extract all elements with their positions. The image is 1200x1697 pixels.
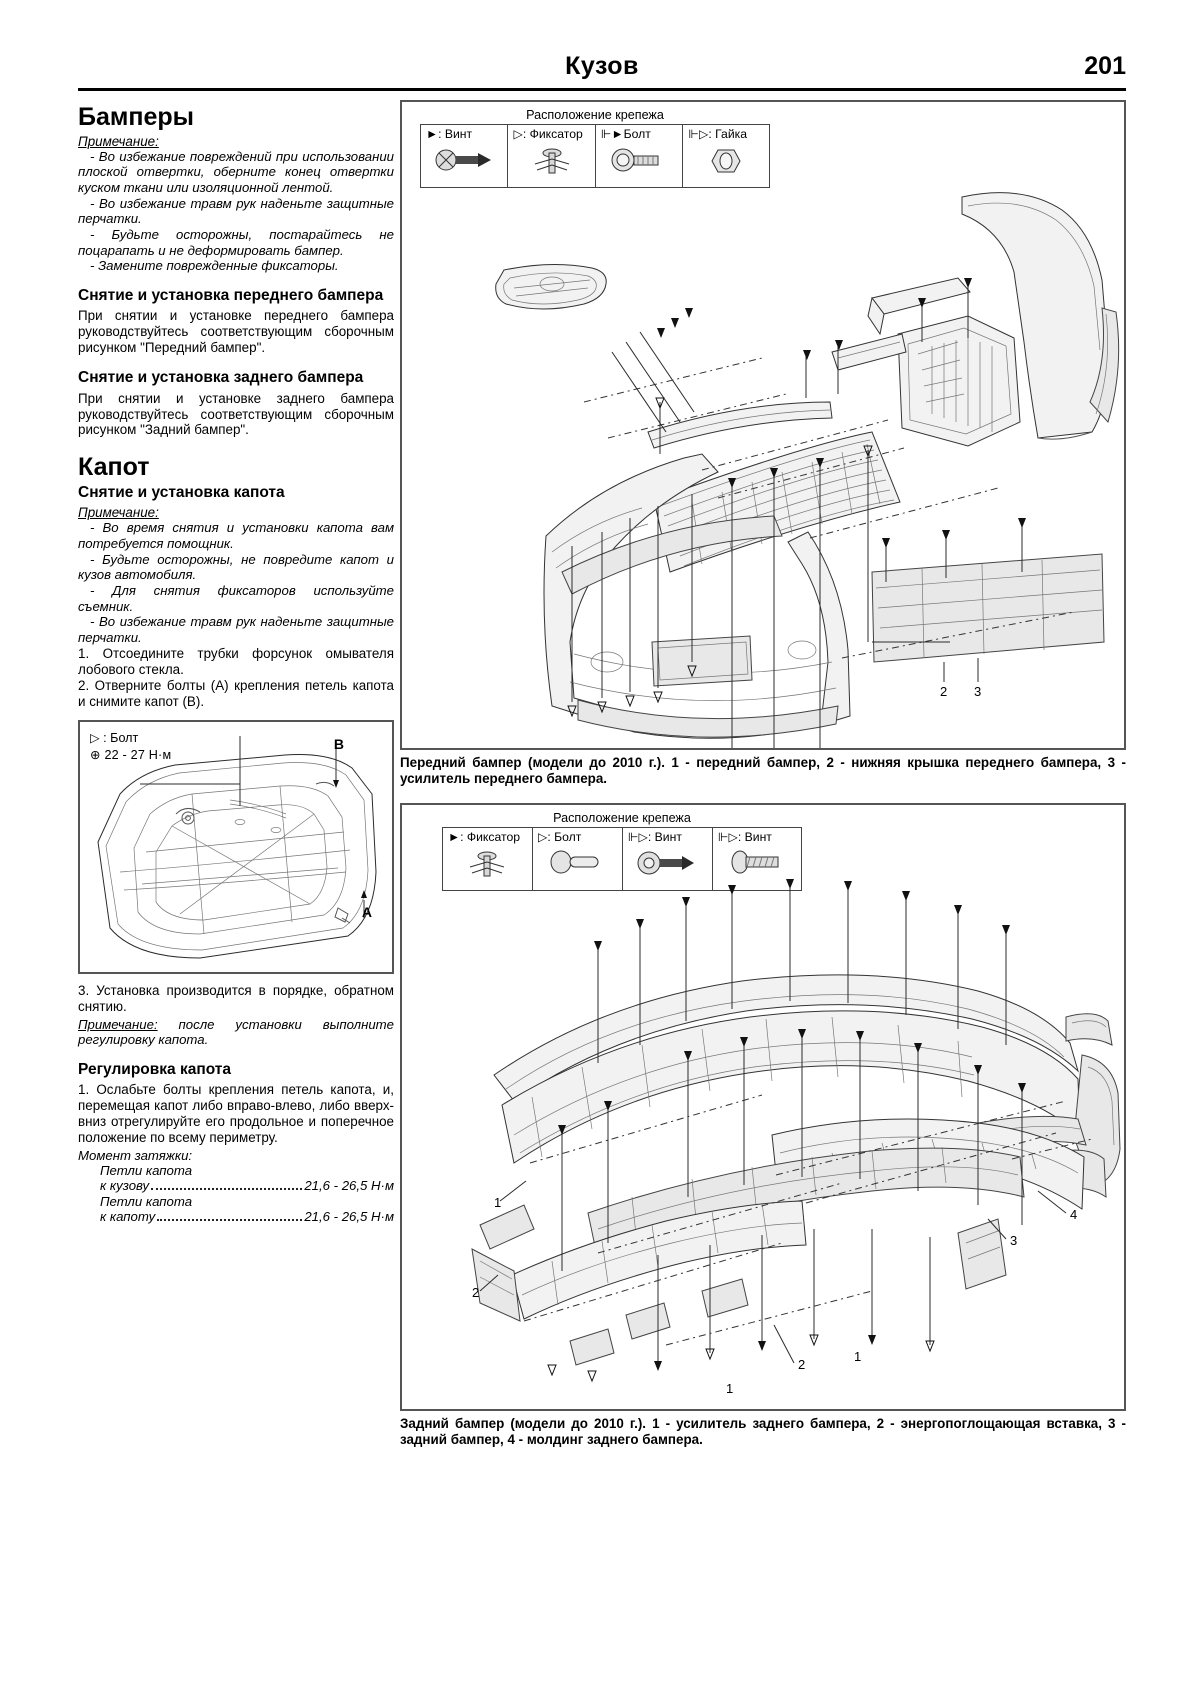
- hood-step3-note-text: после установки выполните регулировку капота.: [78, 1016, 394, 1048]
- svg-text:4: 4: [1070, 1207, 1078, 1223]
- hood-step-2: 2. Отверните болты (A) крепления петель капота и снимите капот (B).: [78, 677, 394, 709]
- bumper-note: - Будьте осторожны, постарайтесь не поцарапать и не деформировать бампер.: [78, 227, 394, 258]
- torque-part: Петли капота: [100, 1194, 193, 1210]
- right-column: [400, 100, 1126, 1448]
- hood-label-a: A: [361, 903, 372, 920]
- header-rule: [78, 88, 1126, 91]
- legend-cell-label: ⊩▷: Винт: [627, 830, 682, 845]
- bumper-note: - Во избежание повреждений при использовании плоской отвертки, оберните конец отвертки куском ткани или изоляционной лентой.: [78, 149, 394, 196]
- svg-text:1: 1: [726, 1381, 734, 1397]
- svg-text:2: 2: [798, 1357, 806, 1373]
- front-bumper-caption: Передний бампер (модели до 2010 г.). 1 - передний бампер, 2 - нижняя крышка переднего бампера, 3 - усилитель переднего бампера.: [400, 755, 1126, 787]
- note-label-hood: Примечание:: [78, 505, 159, 521]
- torque-row-value: 21,6 - 26,5 Н·м: [304, 1209, 394, 1225]
- rear-bumper-caption: Задний бампер (модели до 2010 г.). 1 - усилитель заднего бампера, 2 - энергопоглощающая вставка, 3 - задний бампер, 4 - молдинг заднего бампера.: [400, 1416, 1126, 1448]
- svg-text:3: 3: [974, 684, 982, 699]
- hood-label-b: B: [333, 735, 344, 752]
- front-bumper-drawing: [402, 102, 1124, 748]
- hood-step3-note: [78, 1017, 394, 1048]
- svg-text:1: 1: [854, 1349, 862, 1365]
- front-bumper-figure: [400, 100, 1126, 750]
- front-legend-title: Расположение крепежа: [526, 108, 664, 122]
- hood-notes-list: [78, 520, 394, 646]
- rear-legend-title: Расположение крепежа: [553, 811, 691, 826]
- svg-text:2: 2: [940, 684, 948, 699]
- hood-adjust-step-1: 1. Ослабьте болты крепления петель капота, и, перемещая капот либо вправо-влево, либо вверх-вниз отрегулируйте его продольное и поперечное положение по всему периметру.: [78, 1082, 394, 1146]
- legend-cell-label: ▷: Болт: [537, 830, 582, 845]
- torque-row-value: 21,6 - 26,5 Н·м: [304, 1178, 394, 1194]
- note-label-bumpers: Примечание:: [78, 133, 159, 149]
- legend-cell-label: ►: Фиксатор: [448, 830, 520, 845]
- rear-bumper-drawing: [402, 805, 1124, 1409]
- hood-step3-note-label: Примечание:: [78, 1016, 158, 1032]
- bumper-notes-list: [78, 149, 394, 275]
- legend-cell-label: ⊩▷: Гайка: [688, 127, 748, 141]
- heading-hood-adjustment: Регулировка капота: [78, 1060, 232, 1078]
- svg-text:1: 1: [494, 1195, 502, 1211]
- torque-row-to: к кузову: [100, 1178, 150, 1194]
- hood-note: - Во избежание травм рук наденьте защитные перчатки.: [78, 614, 394, 645]
- text-front-bumper-removal: При снятии и установке переднего бампера руководствуйтесь соответствующим сборочным рисунком "Передний бампер".: [78, 308, 394, 356]
- bumper-note: - Замените поврежденные фиксаторы.: [78, 258, 394, 274]
- legend-cell-label: ▷: Фиксатор: [513, 127, 583, 141]
- page-number: 201: [1084, 52, 1126, 80]
- torque-part: Петли капота: [100, 1163, 193, 1179]
- text-rear-bumper-removal: При снятии и установке заднего бампера руководствуйтесь соответствующим сборочным рисунком "Задний бампер".: [78, 390, 394, 438]
- heading-front-bumper-removal: Снятие и установка переднего бампера: [78, 287, 384, 305]
- left-column: [78, 100, 394, 1225]
- hood-legend-bolt: ▷ : Болт: [90, 730, 139, 745]
- rear-bumper-figure: [400, 803, 1126, 1411]
- heading-hood: Капот: [78, 453, 150, 482]
- svg-text:3: 3: [1010, 1233, 1018, 1249]
- page-title: Кузов: [565, 52, 639, 80]
- svg-text:2: 2: [472, 1285, 480, 1301]
- hood-drawing: [80, 722, 392, 972]
- legend-cell-label: ⊩►Болт: [600, 127, 651, 141]
- heading-bumpers: Бамперы: [78, 103, 194, 131]
- heading-rear-bumper-removal: Снятие и установка заднего бампера: [78, 369, 364, 387]
- heading-hood-removal: Снятие и установка капота: [78, 483, 285, 501]
- torque-spec-list: [78, 1148, 394, 1225]
- hood-note: - Для снятия фиксаторов используйте съемник.: [78, 583, 394, 614]
- hood-step-1: 1. Отсоедините трубки форсунок омывателя лобового стекла.: [78, 645, 394, 677]
- legend-cell-label: ⊩▷: Винт: [717, 830, 772, 845]
- hood-legend-torque: ⊕ 22 - 27 Н·м: [90, 747, 172, 762]
- torque-leader-dots: [151, 1188, 302, 1190]
- hood-note: - Во время снятия и установки капота вам потребуется помощник.: [78, 520, 394, 551]
- torque-leader-dots: [157, 1219, 302, 1221]
- figure-gap: [400, 787, 1126, 803]
- torque-row-to: к капоту: [100, 1209, 156, 1225]
- torque-row: [78, 1178, 394, 1194]
- bumper-note: - Во избежание травм рук наденьте защитные перчатки.: [78, 196, 394, 227]
- hood-step-3: 3. Установка производится в порядке, обратном снятию.: [78, 982, 394, 1014]
- legend-cell-label: ►: Винт: [426, 127, 473, 141]
- page-header: [78, 52, 1126, 96]
- torque-label: Момент затяжки:: [78, 1148, 193, 1164]
- torque-row: [78, 1209, 394, 1225]
- hood-figure: [78, 720, 394, 974]
- hood-note: - Будьте осторожны, не повредите капот и кузов автомобиля.: [78, 552, 394, 583]
